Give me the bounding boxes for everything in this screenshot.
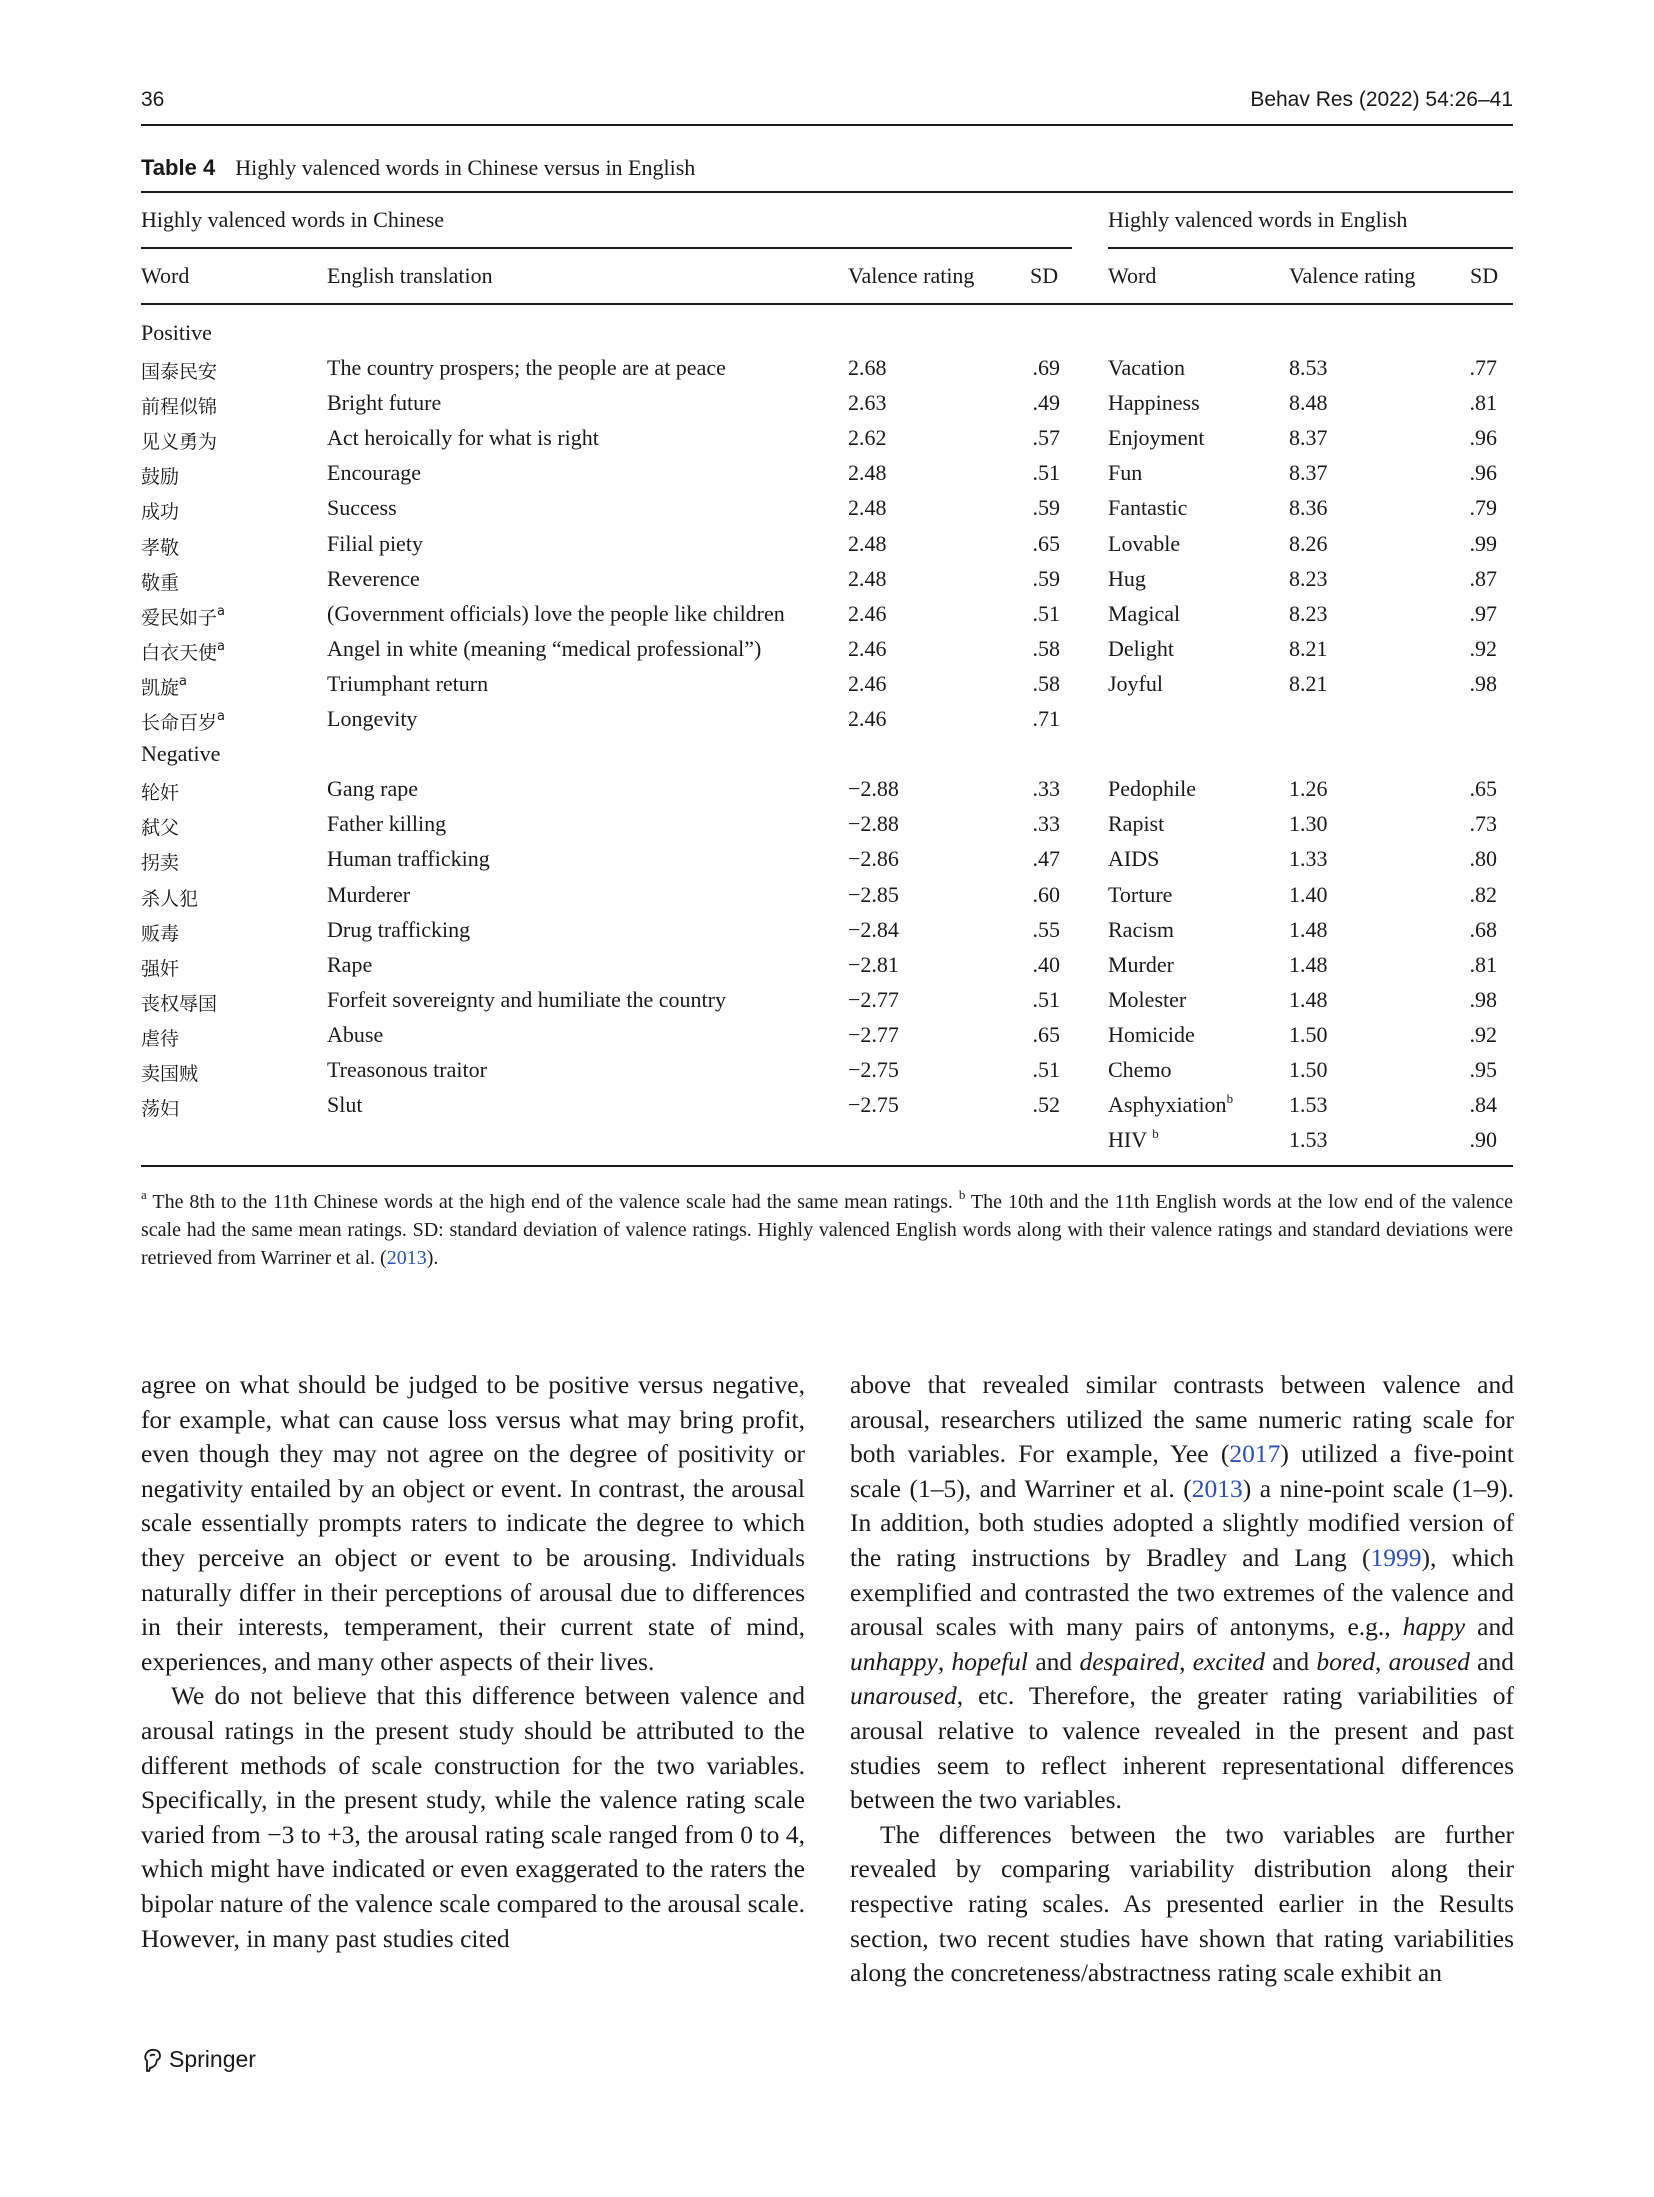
cell-sd-en: .73 xyxy=(1469,811,1497,837)
citation-link-warriner[interactable]: 2013 xyxy=(1191,1473,1243,1503)
cell-english-word: Pedophile xyxy=(1108,776,1196,802)
cell-chinese-word: 卖国贼 xyxy=(141,1063,199,1085)
cell-valence-zh: 2.68 xyxy=(848,355,887,380)
cell-translation: Longevity xyxy=(327,706,418,731)
cell-valence-zh: 2.48 xyxy=(848,495,887,521)
cell-translation: Encourage xyxy=(327,460,422,486)
cell-valence-en: 8.53 xyxy=(1289,355,1328,380)
cell-english-word: Racism xyxy=(1108,916,1174,942)
cell-valence-zh: −2.86 xyxy=(848,846,899,872)
cell-sd-en: .79 xyxy=(1469,495,1497,521)
cell-sd-zh: .65 xyxy=(1032,1021,1060,1047)
cell-translation: Forfeit sovereignty and humiliate the country xyxy=(327,986,726,1012)
cell-valence-en: 8.21 xyxy=(1289,670,1328,696)
cell-sd-zh: .69 xyxy=(1032,355,1060,380)
cell-english-word: Vacation xyxy=(1108,355,1185,380)
footnote-end: ). xyxy=(426,1247,439,1269)
footnote-marker: b xyxy=(1152,1126,1159,1142)
cell-sd-en: .82 xyxy=(1469,881,1497,907)
citation-link-bradley[interactable]: 1999 xyxy=(1370,1542,1422,1572)
table-label: Table 4 xyxy=(141,155,216,180)
cell-sd-zh: .51 xyxy=(1032,600,1060,626)
cell-valence-en: 8.36 xyxy=(1289,495,1328,521)
cell-valence-zh: −2.85 xyxy=(848,881,899,907)
citation-link-yee[interactable]: 2017 xyxy=(1229,1439,1281,1469)
paragraph: The differences between the two variables are further revealed by comparing variability distribution along their respective rating scales. As presented earlier in the Results section, two recent studies have shown that rating variabilities along the concreteness/abstractness rating scale exhibit an xyxy=(850,1819,1514,1988)
col-header-sd-en: SD xyxy=(1470,263,1499,288)
cell-english-word: Murder xyxy=(1108,951,1174,977)
paragraph: We do not believe that this difference between valence and arousal ratings in the present study should be attributed to the different methods of scale construction for the two variables. Specifically, in the present study, while the valence rating scale varied from −3 to +3, the arousal rating scale ranged from 0 to 4, which might have indicated or even exaggerated to the raters the bipolar nature of the valence scale compared to the arousal scale. However, in many past studies cited xyxy=(141,1681,805,1953)
cell-valence-zh: 2.48 xyxy=(848,565,887,591)
cell-sd-en: .65 xyxy=(1469,776,1497,802)
cell-sd-zh: .51 xyxy=(1032,1057,1060,1082)
cell-english-word: Magical xyxy=(1108,600,1181,626)
cell-english-word: AIDS xyxy=(1108,846,1160,872)
cell-valence-en: 8.37 xyxy=(1289,425,1328,451)
header-bottom-rule xyxy=(141,303,1513,305)
cell-english-word: Chemo xyxy=(1108,1057,1172,1082)
cell-chinese-word: 前程似锦 xyxy=(141,396,218,419)
cell-sd-zh: .52 xyxy=(1032,1092,1060,1118)
cell-translation: Drug trafficking xyxy=(327,916,471,942)
footnote-marker: a xyxy=(179,673,187,689)
cell-valence-en: 1.48 xyxy=(1289,951,1328,977)
table-top-rule xyxy=(141,191,1513,193)
cell-english-word: Torture xyxy=(1108,881,1173,907)
cell-english-word: Asphyxiation$^b$ xyxy=(1108,1091,1234,1118)
cell-translation: Success xyxy=(327,495,397,521)
cell-sd-en: .84 xyxy=(1469,1092,1497,1118)
cell-sd-zh: .58 xyxy=(1032,635,1060,661)
cell-valence-zh: 2.46 xyxy=(848,635,887,661)
cell-chinese-word: 爱民如子$^a$ xyxy=(141,603,225,629)
footnote-a-text: The 8th to the 11th Chinese words at the high end of the valence scale had the same mean ratings. xyxy=(146,1191,959,1213)
col-header-sd-zh: SD xyxy=(1030,263,1059,288)
cell-sd-en: .90 xyxy=(1469,1127,1497,1153)
cell-translation: Father killing xyxy=(327,811,447,837)
col-header-word-zh: Word xyxy=(141,263,190,288)
group-header-chinese: Highly valenced words in Chinese xyxy=(141,207,445,232)
cell-english-word: Fun xyxy=(1108,460,1143,486)
section-label-positive: Positive xyxy=(141,320,212,345)
cell-valence-en: 1.50 xyxy=(1289,1057,1328,1082)
cell-sd-en: .96 xyxy=(1469,425,1497,451)
footnote-marker: b xyxy=(1226,1091,1234,1107)
cell-chinese-word: 见义勇为 xyxy=(141,431,218,454)
cell-translation: Human trafficking xyxy=(327,846,490,872)
cell-valence-en: 8.21 xyxy=(1289,635,1328,661)
page-number: 36 xyxy=(141,88,165,111)
cell-sd-zh: .33 xyxy=(1032,811,1060,837)
paragraph: agree on what should be judged to be positive versus negative, for example, what can cause loss versus what may bring profit, even though they may not agree on the degree of positivity or negativity entailed by an object or event. In contrast, the arousal scale essentially prompts raters to indicate the degree to which they perceive an object or event to be arousing. Individuals naturally differ in their perceptions of arousal due to differences in their interests, temperament, their current state of mind, experiences, and many other aspects of their lives. xyxy=(141,1370,805,1676)
cell-sd-en: .68 xyxy=(1469,916,1497,942)
col-header-valence-en: Valence rating xyxy=(1289,263,1416,288)
cell-english-word: Molester xyxy=(1108,986,1187,1012)
cell-sd-zh: .55 xyxy=(1032,916,1060,942)
publisher-logo xyxy=(141,2046,256,2073)
cell-sd-zh: .59 xyxy=(1032,565,1060,591)
cell-sd-zh: .51 xyxy=(1032,460,1060,486)
table-bottom-rule xyxy=(141,1165,1513,1167)
cell-valence-en: 1.33 xyxy=(1289,846,1328,872)
cell-valence-en: 1.30 xyxy=(1289,811,1328,837)
cell-valence-zh: −2.81 xyxy=(848,951,899,977)
cell-english-word: HIV $^b$ xyxy=(1108,1126,1159,1153)
cell-chinese-word: 凯旋$^a$ xyxy=(141,673,187,699)
cell-sd-en: .81 xyxy=(1469,390,1497,416)
cell-sd-zh: .65 xyxy=(1032,530,1060,556)
cell-valence-en: 1.48 xyxy=(1289,916,1328,942)
cell-valence-en: 1.48 xyxy=(1289,986,1328,1012)
cell-valence-zh: 2.62 xyxy=(848,425,887,451)
cell-translation: Treasonous traitor xyxy=(327,1057,487,1082)
cell-sd-en: .99 xyxy=(1469,530,1497,556)
cell-sd-zh: .58 xyxy=(1032,670,1060,696)
footnote-mark-a: a xyxy=(141,1187,147,1202)
group-rule-english xyxy=(1108,247,1513,249)
footnote-mark-b: b xyxy=(958,1187,966,1202)
cell-sd-zh: .33 xyxy=(1032,776,1060,802)
cell-valence-en: 1.50 xyxy=(1289,1021,1328,1047)
cell-valence-zh: −2.84 xyxy=(848,916,899,942)
cell-valence-zh: −2.88 xyxy=(848,776,899,802)
cell-valence-zh: 2.46 xyxy=(848,706,887,731)
cell-sd-en: .92 xyxy=(1469,635,1497,661)
cell-sd-en: .80 xyxy=(1469,846,1497,872)
footnote-marker: a xyxy=(217,709,225,724)
cell-translation: (Government officials) love the people like children xyxy=(327,600,785,626)
body-column-right xyxy=(850,1368,1514,1991)
footnote-ref-link[interactable]: 2013 xyxy=(386,1247,427,1269)
cell-valence-zh: −2.75 xyxy=(848,1092,899,1118)
table-caption xyxy=(141,155,695,181)
cell-valence-zh: 2.46 xyxy=(848,600,887,626)
cell-translation: Act heroically for what is right xyxy=(327,425,599,451)
group-header-english: Highly valenced words in English xyxy=(1108,207,1408,232)
cell-chinese-word: 白衣天使$^a$ xyxy=(141,638,225,664)
springer-horse-icon xyxy=(141,2047,163,2073)
cell-valence-en: 1.53 xyxy=(1289,1127,1328,1153)
cell-translation: Bright future xyxy=(327,390,442,416)
table-footnote xyxy=(141,1188,1513,1272)
cell-valence-zh: 2.46 xyxy=(848,670,887,696)
col-header-valence-zh: Valence rating xyxy=(848,263,975,288)
paragraph: above that revealed similar contrasts between valence and arousal, researchers utilized the same numeric rating scale for both variables. For example, Yee (2017) utilized a five-point scale (1–5), and Warriner et al. (2013) a nine-point scale (1–9). In addition, both studies adopted a slightly modified version of the rating instructions by Bradley and Lang (1999), which exemplified and contrasted the two extremes of the valence and arousal scales with many pairs of antonyms, e.g., happy and unhappy, hopeful and despaired, excited and bored, aroused and unaroused, etc. Therefore, the greater rating variabilities of arousal relative to valence revealed in the present and past studies seem to reflect inherent representational differences between the two variables. xyxy=(850,1370,1515,1815)
col-header-word-en: Word xyxy=(1108,263,1157,288)
cell-sd-zh: .60 xyxy=(1032,881,1060,907)
cell-chinese-word: 贩毒 xyxy=(141,922,180,945)
cell-english-word: Lovable xyxy=(1108,530,1181,556)
cell-valence-zh: −2.77 xyxy=(848,986,899,1012)
cell-english-word: Homicide xyxy=(1108,1021,1195,1047)
cell-sd-en: .95 xyxy=(1469,1057,1497,1082)
cell-translation: Abuse xyxy=(327,1021,384,1047)
cell-chinese-word: 轮奸 xyxy=(141,782,180,805)
cell-english-word: Delight xyxy=(1108,635,1174,661)
cell-translation: Filial piety xyxy=(327,530,423,556)
cell-valence-zh: 2.48 xyxy=(848,530,887,556)
footnote-marker: a xyxy=(217,638,225,654)
cell-valence-en: 8.23 xyxy=(1289,600,1328,626)
cell-english-word: Rapist xyxy=(1108,811,1165,837)
cell-sd-zh: .47 xyxy=(1032,846,1060,872)
cell-translation: Triumphant return xyxy=(327,670,489,696)
cell-sd-en: .81 xyxy=(1469,951,1497,977)
cell-chinese-word: 长命百岁$^a$ xyxy=(141,709,225,734)
cell-sd-en: .97 xyxy=(1469,600,1497,626)
cell-sd-en: .87 xyxy=(1469,565,1497,591)
running-head: Behav Res (2022) 54:26–41 xyxy=(1250,88,1513,111)
cell-chinese-word: 拐卖 xyxy=(141,852,180,875)
cell-translation: Murderer xyxy=(327,881,411,907)
cell-valence-zh: −2.75 xyxy=(848,1057,899,1082)
cell-sd-zh: .71 xyxy=(1032,706,1060,731)
cell-valence-en: 1.53 xyxy=(1289,1092,1328,1118)
cell-english-word: Happiness xyxy=(1108,390,1200,416)
cell-valence-zh: −2.77 xyxy=(848,1021,899,1047)
cell-chinese-word: 敬重 xyxy=(141,571,180,594)
footnote-marker: a xyxy=(217,603,225,619)
cell-english-word: Fantastic xyxy=(1108,495,1188,521)
cell-sd-zh: .51 xyxy=(1032,986,1060,1012)
cell-translation: Slut xyxy=(327,1092,363,1118)
cell-sd-en: .98 xyxy=(1469,986,1497,1012)
body-column-left xyxy=(141,1368,805,1956)
cell-english-word: Joyful xyxy=(1108,670,1163,696)
cell-valence-en: 8.37 xyxy=(1289,460,1328,486)
cell-valence-en: 8.48 xyxy=(1289,390,1328,416)
cell-sd-zh: .59 xyxy=(1032,495,1060,521)
cell-chinese-word: 国泰民安 xyxy=(141,361,218,383)
cell-translation: Angel in white (meaning “medical professional”) xyxy=(327,635,762,661)
group-rule-chinese xyxy=(141,247,1072,249)
cell-valence-zh: 2.48 xyxy=(848,460,887,486)
cell-translation: Rape xyxy=(327,951,373,977)
cell-sd-en: .96 xyxy=(1469,460,1497,486)
cell-sd-zh: .49 xyxy=(1032,390,1060,416)
cell-chinese-word: 虐待 xyxy=(141,1027,180,1050)
cell-chinese-word: 杀人犯 xyxy=(141,887,199,910)
cell-valence-en: 1.40 xyxy=(1289,881,1328,907)
cell-valence-zh: 2.63 xyxy=(848,390,887,416)
cell-chinese-word: 鼓励 xyxy=(141,466,180,489)
cell-sd-en: .98 xyxy=(1469,670,1497,696)
cell-chinese-word: 孝敬 xyxy=(141,536,180,559)
table-title: Highly valenced words in Chinese versus in English xyxy=(235,155,696,180)
cell-english-word: Hug xyxy=(1108,565,1146,591)
cell-sd-en: .77 xyxy=(1469,355,1497,380)
cell-sd-en: .92 xyxy=(1469,1021,1497,1047)
cell-translation: The country prospers; the people are at peace xyxy=(327,355,726,380)
cell-english-word: Enjoyment xyxy=(1108,425,1205,451)
cell-valence-en: 1.26 xyxy=(1289,776,1328,802)
publisher-name: Springer xyxy=(169,2046,256,2072)
cell-valence-en: 8.23 xyxy=(1289,565,1328,591)
cell-translation: Reverence xyxy=(327,565,420,591)
footnote-b-text: The 10th and the 11th English words at the low end of the valence scale had the same mean ratings. SD: standard deviation of valence ratings. Highly valenced English words along with their valence ratings and standard deviations were retrieved from Warriner et al. ( xyxy=(141,1191,1513,1269)
cell-chinese-word: 强奸 xyxy=(141,957,180,980)
header-rule xyxy=(141,124,1513,126)
section-label-negative: Negative xyxy=(141,741,221,767)
cell-translation: Gang rape xyxy=(327,776,419,802)
cell-chinese-word: 丧权辱国 xyxy=(141,992,218,1015)
col-header-translation: English translation xyxy=(327,263,493,288)
cell-chinese-word: 成功 xyxy=(141,501,180,524)
cell-sd-zh: .57 xyxy=(1032,425,1060,451)
cell-valence-en: 8.26 xyxy=(1289,530,1328,556)
cell-sd-zh: .40 xyxy=(1032,951,1060,977)
cell-valence-zh: −2.88 xyxy=(848,811,899,837)
cell-chinese-word: 弑父 xyxy=(141,817,180,840)
cell-chinese-word: 荡妇 xyxy=(141,1098,180,1121)
